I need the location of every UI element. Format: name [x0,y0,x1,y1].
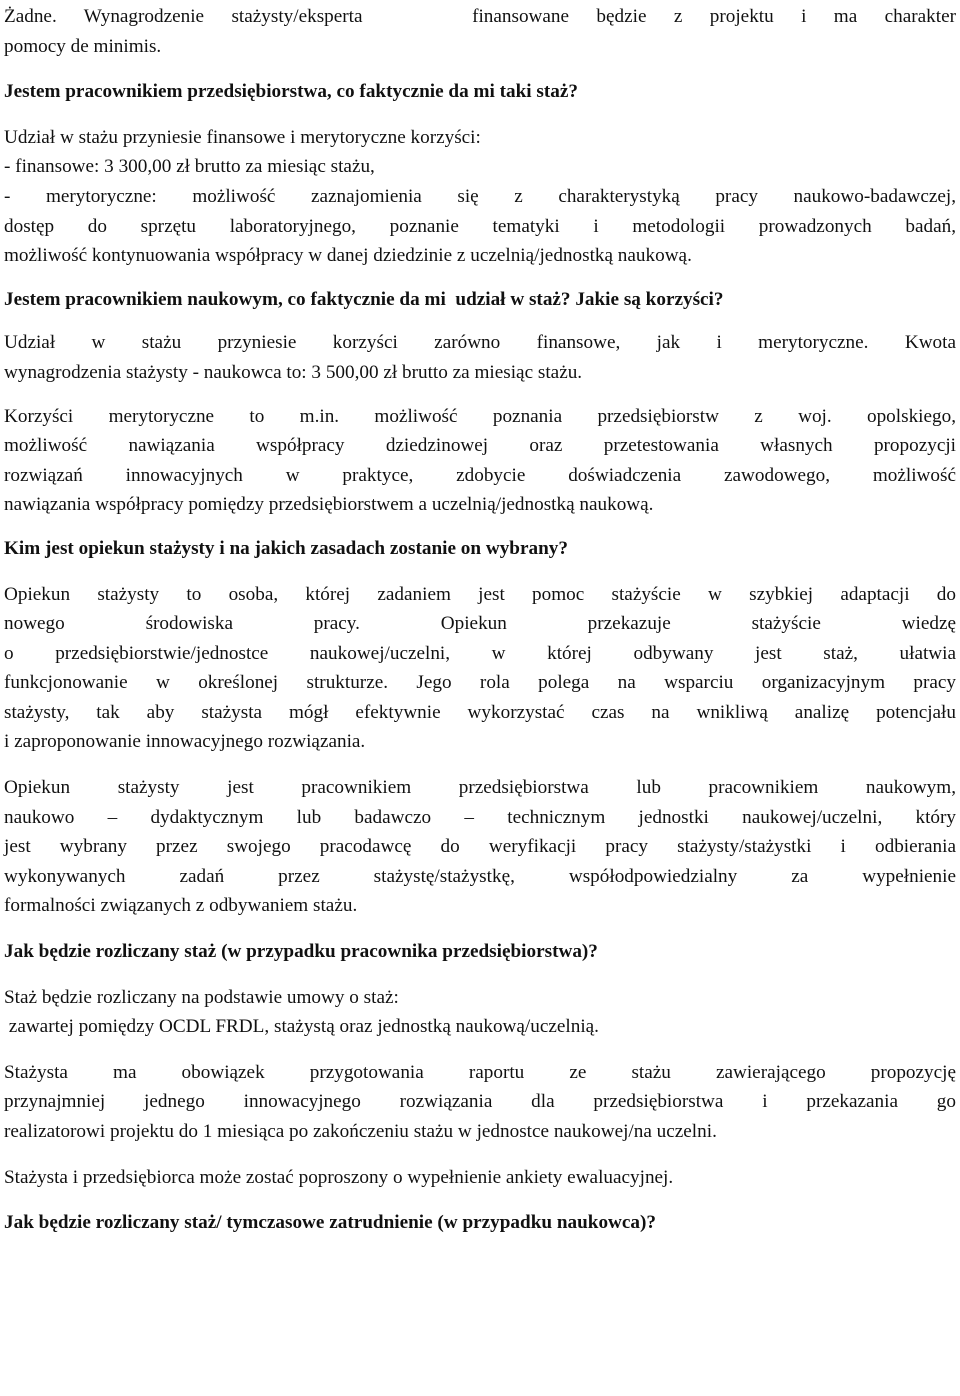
text-line: Korzyści merytoryczne to m.in. możliwość poznania przedsiębiorstw z woj. opolskiego, [4,405,956,427]
text-line: stażysty, tak aby stażysta mógł efektywnie wykorzystać czas na wnikliwą analizę potencjału [4,701,956,723]
text-line: wynagrodzenia stażysty - naukowca to: 3 500,00 zł brutto za miesiąc stażu. [4,361,583,383]
text-line: możliwość nawiązania współpracy dziedzinowej oraz przetestowania własnych propozycji [4,435,956,457]
paragraph-funding-nature [4,2,956,61]
text-line: pomocy de minimis. [4,35,162,57]
text-line: zawartej pomiędzy OCDL FRDL, stażystą oraz jednostką naukową/uczelnią. [4,1016,599,1038]
text-line: jest wybrany przez swojego pracodawcę do weryfikacji pracy stażysty/stażystki i odbierania [4,836,956,858]
text-line: Udział w stażu przyniesie finansowe i merytoryczne korzyści: [4,126,481,148]
text-line: Żadne. Wynagrodzenie stażysty/eksperta finansowane będzie z projektu i ma charakter [4,6,956,27]
text-line: przynajmniej jednego innowacyjnego rozwiązania dla przedsiębiorstwa i przekazania go [4,1091,956,1113]
text-line: o przedsiębiorstwie/jednostce naukowej/uczelni, w której odbywany jest staż, ułatwia [4,642,956,664]
text-line: Udział w stażu przyniesie korzyści zarówno finansowe, jak i merytoryczne. Kwota [4,332,956,354]
text-line: realizatorowi projektu do 1 miesiąca po zakończeniu stażu w jednostce naukowej/na uczelni. [4,1121,717,1142]
paragraph-company-employee-benefits [4,123,956,271]
document-page [4,2,956,1238]
paragraph-researcher-merit-benefits [4,402,956,520]
text-line: wykonywanych zadań przez stażystę/stażystkę, współodpowiedzialny za wypełnienie [4,865,956,887]
text-line: możliwość kontynuowania współpracy w danej dziedzinie z uczelnią/jednostką naukową. [4,245,692,267]
text-line: Staż będzie rozliczany na podstawie umowy o staż: [4,986,399,1008]
paragraph-supervisor-who [4,773,956,921]
text-line: Opiekun stażysty jest pracownikiem przedsiębiorstwa lub pracownikiem naukowym, [4,777,956,799]
paragraph-evaluation-survey [4,1163,956,1193]
text-line: - finansowe: 3 300,00 zł brutto za miesiąc stażu, [4,156,375,178]
text-line: nawiązania współpracy pomiędzy przedsiębiorstwem a uczelnią/jednostką naukową. [4,494,654,516]
text-line: dostęp do sprzętu laboratoryjnego, poznanie tematyki i metodologii prowadzonych badań, [4,215,956,237]
heading-researcher-benefits: Jestem pracownikiem naukowym, co faktycznie da mi udział w staż? Jakie są korzyści? [4,288,724,310]
text-line: funkcjonowanie w określonej strukturze. Jego rola polega na wsparciu organizacyjnym pracy [4,672,956,694]
heading-settlement-researcher: Jak będzie rozliczany staż/ tymczasowe zatrudnienie (w przypadku naukowca)? [4,1212,656,1234]
paragraph-settlement-agreement [4,983,956,1042]
text-line: Opiekun stażysty to osoba, której zadaniem jest pomoc stażyście w szybkiej adaptacji do [4,583,956,605]
text-line: formalności związanych z odbywaniem stażu. [4,895,358,917]
paragraph-supervisor-role [4,580,956,758]
text-line: naukowo – dydaktycznym lub badawczo – technicznym jednostki naukowej/uczelni, który [4,806,956,828]
text-line: - merytoryczne: możliwość zaznajomienia się z charakterystyką pracy naukowo-badawczej, [4,185,956,207]
text-line: rozwiązań innowacyjnych w praktyce, zdobycie doświadczenia zawodowego, możliwość [4,464,956,486]
heading-settlement-company: Jak będzie rozliczany staż (w przypadku pracownika przedsiębiorstwa)? [4,941,598,963]
text-line: Stażysta i przedsiębiorca może zostać poproszony o wypełnienie ankiety ewaluacyjnej. [4,1166,674,1188]
paragraph-intern-report [4,1058,956,1147]
heading-company-employee-benefits: Jestem pracownikiem przedsiębiorstwa, co faktycznie da mi taki staż? [4,81,578,103]
text-line: Stażysta ma obowiązek przygotowania raportu ze stażu zawierającego propozycję [4,1061,956,1083]
text-line: i zaproponowanie innowacyjnego rozwiązania. [4,731,366,753]
paragraph-researcher-salary [4,328,956,387]
text-line: nowego środowiska pracy. Opiekun przekazuje stażyście wiedzę [4,613,956,635]
heading-supervisor: Kim jest opiekun stażysty i na jakich zasadach zostanie on wybrany? [4,537,568,559]
